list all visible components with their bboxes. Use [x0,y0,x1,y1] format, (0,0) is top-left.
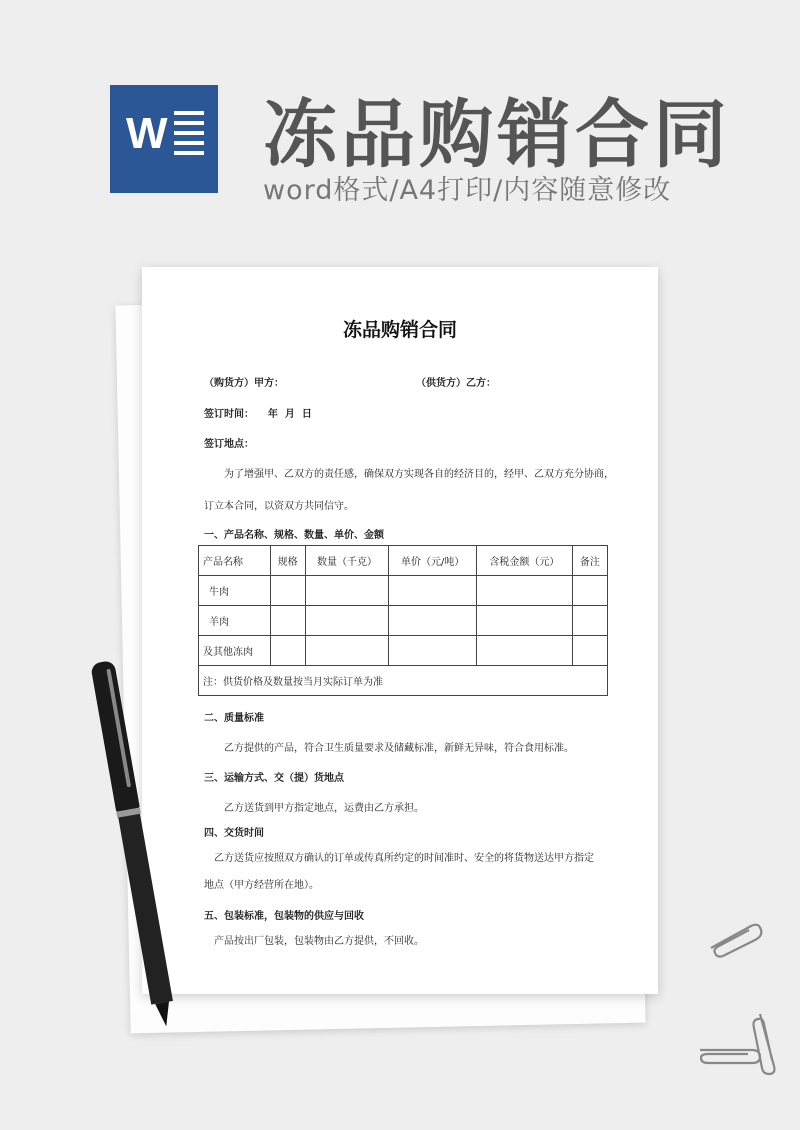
section-2-text: 乙方提供的产品，符合卫生质量要求及储藏标准，新鲜无异味，符合食用标准。 [224,743,574,754]
hero-title: 冻品购销合同 [263,92,731,178]
section-1-heading: 一、产品名称、规格、数量、单价、金额 [204,530,384,541]
table-header-cell: 规格 [270,546,305,576]
table-row [199,606,608,636]
table-header-row [199,546,608,576]
table-cell-product: 及其他冻肉 [199,636,271,666]
section-3-text: 乙方送货到甲方指定地点，运费由乙方承担。 [224,803,424,814]
table-row [199,576,608,606]
table-header-cell: 含税金额（元） [477,546,573,576]
intro-text-2: 订立本合同，以资双方共同信守。 [204,501,354,512]
paperclip-icon [752,1010,782,1076]
table-header-cell: 数量（千克） [305,546,389,576]
table-header-cell: 单价（元/吨） [389,546,477,576]
table-row [199,636,608,666]
intro-text-1: 为了增强甲、乙双方的责任感，确保双方实现各自的经济目的，经甲、乙双方充分协商， [224,469,614,480]
table-cell-product: 牛肉 [199,576,271,606]
hero-subtitle: word格式/A4打印/内容随意修改 [263,175,672,206]
table-header-cell: 产品名称 [199,546,271,576]
paperclip-icon [705,918,765,958]
buyer-label: （购货方）甲方： [204,378,284,389]
section-3-heading: 三、运输方式、交（提）货地点 [204,773,344,784]
word-logo-icon [110,85,218,193]
product-table [198,545,608,696]
section-2-heading: 二、质量标准 [204,713,264,724]
hero-banner [0,0,800,250]
table-note-row [199,666,608,696]
document-title: 冻品购销合同 [342,319,457,341]
sign-time: 签订时间： 年 月 日 [204,409,312,420]
table-note: 注：供货价格及数量按当月实际订单为准 [199,666,608,696]
section-5-heading: 五、包装标准，包装物的供应与回收 [204,911,364,922]
sign-place: 签订地点： [204,439,254,450]
section-4-text-1: 乙方送货应按照双方确认的订单或传真所约定的时间准时、安全的将货物送达甲方指定 [214,853,594,864]
section-5-text: 产品按出厂包装，包装物由乙方提供，不回收。 [214,936,424,947]
seller-label: （供货方）乙方： [416,378,496,389]
section-4-heading: 四、交货时间 [204,828,264,839]
contract-page [142,267,658,994]
word-logo-letter: W [126,109,168,158]
section-4-text-2: 地点（甲方经营所在地）。 [204,880,319,891]
table-cell-product: 羊肉 [199,606,271,636]
table-header-cell: 备注 [572,546,607,576]
